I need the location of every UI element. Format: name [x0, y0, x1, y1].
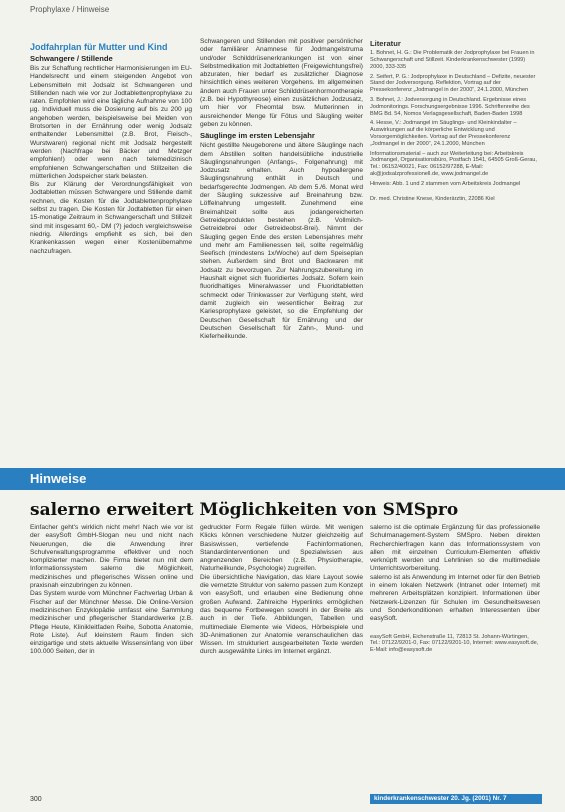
page-number: 300 — [30, 796, 42, 803]
section-banner-label: Hinweise — [30, 471, 87, 486]
article-column-1 — [30, 38, 192, 256]
paragraph: Bis zur Schaffung rechtlicher Harmonisierungen im EU-Handelsrecht und einem steigenden Angebot von Lebensmitteln mit Jodsalz ist Schwangeren und Stillenden nach wie vor zur Jodtablettenprophylaxe zu raten. Empfohlen wird eine tägliche Aufnahme von 100 µg. Individuell muss die Dosierung auf bis zu 200 µg angehoben werden, beispielsweise bei Meiden von Brotsorten in der Ernährung oder wenig Jodsalz enthaltender Lebensmittel (z.B. Brot, Fleisch-, Wurstwaren) regional nicht mit Jodsalz hergestellt werden (Nachfrage bei Bäcker und Metzger empfohlen!) oder wenn nach telemedizinisch empfohlenen Schwangerschaften und Stillzeiten die mütterlichen Jodspeicher stark belasten. — [30, 65, 192, 180]
literature-item: Informationsmaterial – auch zur Weiterleitung bei: Arbeitskreis Jodmangel, Organisationsbüro, Postfach 1541, 64505 Groß-Gerau, Tel.: 06152/40021, Fax: 06152/97288, E-Mail: ak@jodsalzprofessionell.de, www.jodmangel.de — [370, 150, 537, 178]
subhead-infants: Säuglinge im ersten Lebensjahr — [200, 131, 315, 141]
news-column-1 — [30, 524, 193, 657]
article-column-3 — [370, 38, 540, 202]
author-info: Dr. med. Christine Knese, Kinderärztin, 22086 Kiel — [370, 195, 495, 202]
literature-item: 3. Bohnet, J.: Jodversorgung in Deutschland. Ergebnisse eines Jodmonitorings. Forschungsergebnisse 1996. Schriftenreihe des BMG Bd. 54, Nomos Verlagsgesellschaft, Baden-Baden 1998 — [370, 97, 530, 117]
literature-item: 2. Seifert, P. G.: Jodprophylaxe in Deutschland – Defizite, neuester Stand der Jodversorgung. Reflektion, Vortrag auf der Pressekonferenz „Jodmangel in der 2000“, 24.1.2000, München — [370, 73, 536, 94]
paragraph: Einfacher geht's wirklich nicht mehr! Nach wie vor ist der easySoft GmbH-Slogan neu und nicht nach Neuerungen, die die Anwendung ihrer Schulverwaltungsprogramme effektiver und noch komplizierter machen. Die Firma bietet nun mit dem Informationssystem salerno die Möglichkeit, medizinisches und pflegerisches Wissen online und praxisnah einzubringen zu können. — [30, 524, 193, 590]
contact-info: easySoft GmbH, Eichenstraße 11, 72813 St. Johann-Würtingen, Tel.: 07122/9201-0, Fax: 07122/9201-10, Internet: www.easysoft.de, E-Mail: info@easysoft.de — [370, 633, 539, 654]
news-title: salerno erweitert Möglichkeiten von SMSpro — [30, 500, 459, 520]
paragraph: Nicht gestillte Neugeborene und ältere Säuglinge nach dem Abstillen sollten handelsübliche industrielle Säuglingsnahrungen (Anfangs-, Folgenahrung) mit Jodzusatz erhalten. Auch hypoallergene Säuglingsnahrung enthält in Deutsch und bedarfsgerechte Jodmengen. Ab dem 5./6. Monat wird der Säugling sukzessive auf Breinahrung bzw. Löffelnahrung umgestellt. Zunehmend eine Breimahlzeit sollte aus jodangereicherten Getreideprodukten bestehen (z.B. Vollmilch-Getreidebrei oder Getreideobst-Brei). Nimmt der Säugling gegen Ende des ersten Lebensjahres mehr und mehr am Familienessen teil, sollte regelmäßig Seefisch (mindestens 1x/Woche) auf dem Speiseplan stehen. Außerdem sind Brot und Backwaren mit Jodsalz zu bevorzugen. Zur Nahrungszubereitung im Haushalt eignet sich fluoridiertes Jodsalz. Sofern kein fluoridhaltiges Mineralwasser und Fluoridtabletten schmeckt oder Trinkwasser zur Verfügung steht, wird damit zugleich ein wesentlicher Beitrag zur Kariesprophylaxe geleistet, so die Empfehlung der Deutschen Gesellschaft für Ernährung und der Deutschen Gesellschaft für Zahn-, Mund- und Kieferheilkunde. — [200, 142, 363, 341]
paragraph: salerno ist als Anwendung im Internet oder für den Betrieb in einem lokalen Netzwerk (Intranet oder Internet) mit mehreren Arbeitsplätzen konzipiert. Informationen über Netzwerk-Lizenzen für Schulen im Gesundheitswesen und Sonderkonditionen erhalten Interessenten über easySoft. — [370, 573, 540, 623]
subhead-pregnant: Schwangere / Stillende — [30, 54, 113, 63]
literature-item: 1. Bohnet, H. G.: Die Problematik der Jodprophylaxe bei Frauen in Schwangerschaft und Stillzeit. Kinderkrankenschwester (1999) 2000, 333-335 — [370, 50, 535, 70]
news-column-2 — [200, 524, 363, 657]
paragraph: gedruckter Form Regale füllen würde. Mit wenigen Klicks können verschiedene Nutzer gleichzeitig auf Basiswissen, vertiefende Fachinformationen, Standardinterventionen und Spezialwissen aus angrenzenden Bereichen (z.B. Physiotherapie, Naturheilkunde, Psychologie) zugreifen. — [200, 524, 363, 573]
news-column-3 — [370, 524, 540, 654]
article-title: Jodfahrplan für Mutter und Kind — [30, 42, 168, 52]
journal-footer: kinderkrankenschwester 20. Jg. (2001) Nr. 7 — [374, 795, 507, 802]
paragraph: Schwangeren und Stillenden mit positiver persönlicher oder familiärer Anamnese für Jodmangelstruma und/oder Schilddrüsenerkrankungen ist von einer Selbstmedikation mit Jodtabletten (Freigewichtungsfrei) abzuraten, hier bedarf es zusätzlicher Diagnose hinsichtlich eines weiteren Vorgehens. Im allgemeinen ändern auch Frauen unter Schilddrüsenhormontherapie (z.B. bei Hypothyreose) einen zusätzlichen Jodzusatz, um hier vor Fheomtal bsw. Mutterinnen in ausreichender Menge für Fötus und Säugling weiter geben zu können. — [200, 38, 363, 128]
paragraph: salerno ist die optimale Ergänzung für das professionelle Schulmanagement-System SMSpro. Neben direkten Recherchierfragen kann das Informationssystem von allen mit einzelnen Curriculum-Elementen effektiv verknüpft werden und Lehrlinien so die multimediale Unterrichtsvorbereitung. — [370, 524, 540, 573]
literature-heading: Literatur — [370, 39, 401, 48]
paragraph: Bis zur Klärung der Verordnungsfähigkeit von Jodtabletten müssen Schwangere und Stillende damit rechnen, die Kosten für die Jodtablettenprophylaxe selbst zu tragen. Die Kosten für Jodtabletten für einen 15-monatige Zeitraum in Schwangerschaft und Stillzeit sind mit insgesamt 60,- DM (?) jedoch vergleichsweise niedrig. Allerdings empfiehlt es sich, bei den Krankenkassen wegen einer Kostenübernahme nachzufragen. — [30, 181, 192, 255]
literature-item: Hinweis: Abb. 1 und 2 stammen vom Arbeitskreis Jodmangel — [370, 180, 521, 187]
running-head: Prophylaxe / Hinweise — [30, 5, 110, 14]
article-column-2 — [200, 38, 363, 341]
paragraph: Die übersichtliche Navigation, das klare Layout sowie die vernetzte Struktur von salerno passen zum Konzept von easySoft, und erlauben eine Bedienung ohne großen Aufwand. Zahlreiche Hyperlinks ermöglichen das bequeme Fortbewegen sowohl in der Breite als auch in der Tiefe. Abbildungen, Tabellen und multimediale Elemente wie Videos, Hörbeispiele und 3D-Animationen zur Anatomie veranschaulichen das Wissen. Im strukturiert ausgearbeiteten Texte werden durch ausgewählte Links im Internet ergänzt. — [200, 573, 363, 656]
literature-item: 4. Hesse, V.: Jodmangel im Säuglings- und Kleinkindalter – Auswirkungen auf die körperliche Entwicklung und Vorsorgemöglichkeiten. Vortrag auf der Pressekonferenz „Jodmangel in der 2000“, 24.1.2000, München — [370, 120, 517, 147]
paragraph: Das System wurde vom Münchner Fachverlag Urban & Fischer auf der Münchner Messe. Die Online-Version medizinischen Enzyklopädie umfasst eine Sammlung medizinischer und pflegerischer Standardwerke (z.B. Pflege Heute, Klinikleitfaden Reihe, Sobotta Anatomie, Rote Liste). Auf kleinstem Raum finden sich einzigartige und stets aktuelle Wissensinfang von über 100.000 Seiten, der in — [30, 590, 193, 656]
